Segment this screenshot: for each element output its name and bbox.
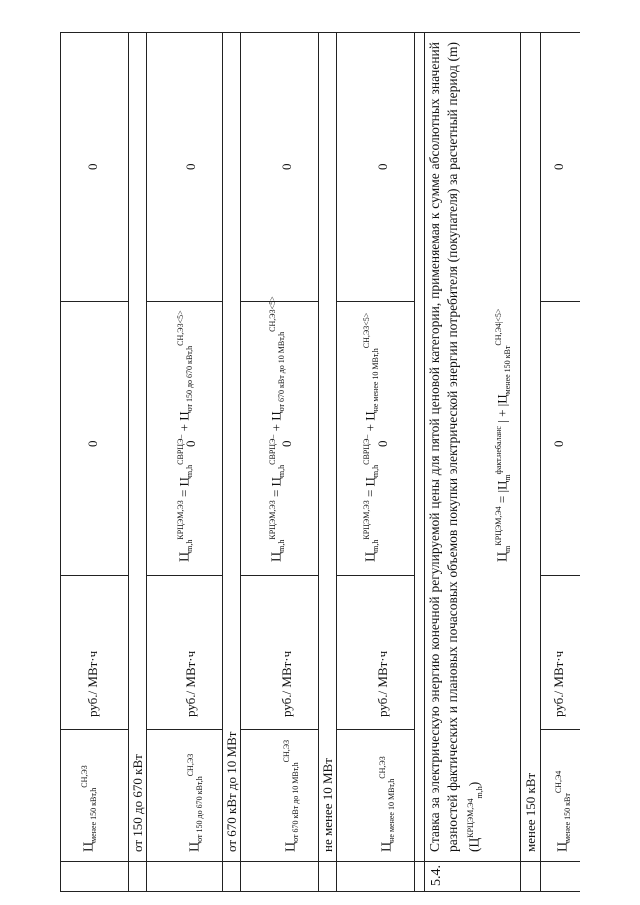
row3-symbol: $Ц_{от 670 кВт до 10 МВт,h}^{СН,ЭЗ}$ bbox=[282, 739, 300, 852]
col-divider bbox=[336, 729, 414, 730]
row-separator bbox=[520, 32, 521, 892]
row2-unit: руб./ МВт·ч bbox=[183, 650, 198, 717]
section-row-symbol: $Ц_{менее 150 кВт}^{СН,Э4}$ bbox=[554, 770, 572, 852]
row4-value-a: 0 bbox=[375, 440, 390, 447]
row1-unit: руб./ МВт·ч bbox=[85, 650, 100, 717]
section-row-formula: $Ц_m^{КРЦЭМ,Э4} = |Ц_m^{факт.небаланс}$ | + $|Ц_{менее 150 кВт}^{СН,Э4|<5>}$ bbox=[494, 308, 512, 562]
row4-unit: руб./ МВт·ч bbox=[375, 650, 390, 717]
row4-symbol: $Ц_{не менее 10 МВт,h}^{СН,ЭЗ}$ bbox=[378, 756, 396, 852]
row3-value-a: 0 bbox=[279, 440, 294, 447]
row1-symbol: $Ц_{менее 150 кВт,h}^{СН,ЭЗ}$ bbox=[80, 765, 98, 852]
rotated-table-sheet bbox=[60, 32, 580, 892]
row4-formula: $Ц_{m,h}^{КРЦЭМ,ЭЗ} = Ц_{m,h}^{СВРЦЭ-} + Ц_{не менее 10 МВт,h}^{СН,ЭЗ<5>}$ bbox=[362, 312, 380, 562]
row-separator bbox=[146, 32, 147, 892]
row2-value-a: 0 bbox=[183, 440, 198, 447]
section-row-range-label: менее 150 кВт bbox=[523, 772, 538, 852]
row2-range-label: от 150 до 670 кВт bbox=[130, 754, 145, 852]
row1-value-a: 0 bbox=[85, 440, 100, 447]
row3-range-label: от 670 кВт до 10 МВт bbox=[224, 731, 239, 852]
row3-formula: $Ц_{m,h}^{КРЦЭМ,ЭЗ} = Ц_{m,h}^{СВРЦЭ-} + Ц_{от 670 кВт до 10 МВт,h}^{СН,ЭЗ<5>}$ bbox=[268, 296, 286, 562]
row-separator bbox=[414, 32, 415, 892]
col-divider bbox=[146, 301, 222, 302]
col-divider bbox=[240, 575, 318, 576]
row2-formula: $Ц_{m,h}^{КРЦЭМ,ЭЗ} = Ц_{m,h}^{СВРЦЭ-} + Ц_{от 150 до 670 кВт,h}^{СН,ЭЗ<5>}$ bbox=[176, 310, 194, 562]
col-divider bbox=[60, 575, 128, 576]
section-number: 5.4. bbox=[429, 865, 444, 886]
col-divider bbox=[540, 729, 580, 730]
col-divider bbox=[540, 575, 580, 576]
col-divider bbox=[240, 729, 318, 730]
table-right-border bbox=[60, 32, 580, 33]
row2-symbol: $Ц_{от 150 до 670 кВт,h}^{СН,ЭЗ}$ bbox=[186, 753, 204, 852]
row-separator bbox=[424, 32, 425, 892]
col-divider bbox=[336, 575, 414, 576]
table-top-border bbox=[60, 32, 61, 892]
row4-range-label: не менее 10 МВт bbox=[320, 758, 335, 852]
row-separator bbox=[318, 32, 319, 892]
row3-value-b: 0 bbox=[279, 163, 294, 170]
row-separator bbox=[540, 32, 541, 892]
col-divider bbox=[146, 729, 222, 730]
section-row-unit: руб./ МВт·ч bbox=[551, 650, 566, 717]
row2-value-b: 0 bbox=[183, 163, 198, 170]
col-divider bbox=[60, 729, 128, 730]
table-left-border bbox=[60, 891, 580, 892]
col-divider bbox=[336, 301, 414, 302]
row3-unit: руб./ МВт·ч bbox=[279, 650, 294, 717]
col-divider bbox=[60, 301, 128, 302]
row-separator bbox=[128, 32, 129, 892]
section-row-value-a: 0 bbox=[551, 440, 566, 447]
section-paragraph: Ставка за электрическую энергию конечной регулируемой цены для пятой ценовой категории, применяемая к сумме абсолютных значений разностей фактических и плановых почасовых объемов покупки электрической энергии потребителя (покупателя) за расчетный период (m) $(Ц^{КРЦЭМ,Э4}_{m,h})$ bbox=[427, 42, 485, 852]
row1-value-b: 0 bbox=[85, 163, 100, 170]
row4-value-b: 0 bbox=[375, 163, 390, 170]
row-separator bbox=[222, 32, 223, 892]
col-divider bbox=[540, 301, 580, 302]
index-column-divider bbox=[60, 861, 580, 862]
row-separator bbox=[336, 32, 337, 892]
row-separator bbox=[240, 32, 241, 892]
col-divider bbox=[146, 575, 222, 576]
section-row-value-b: 0 bbox=[551, 163, 566, 170]
